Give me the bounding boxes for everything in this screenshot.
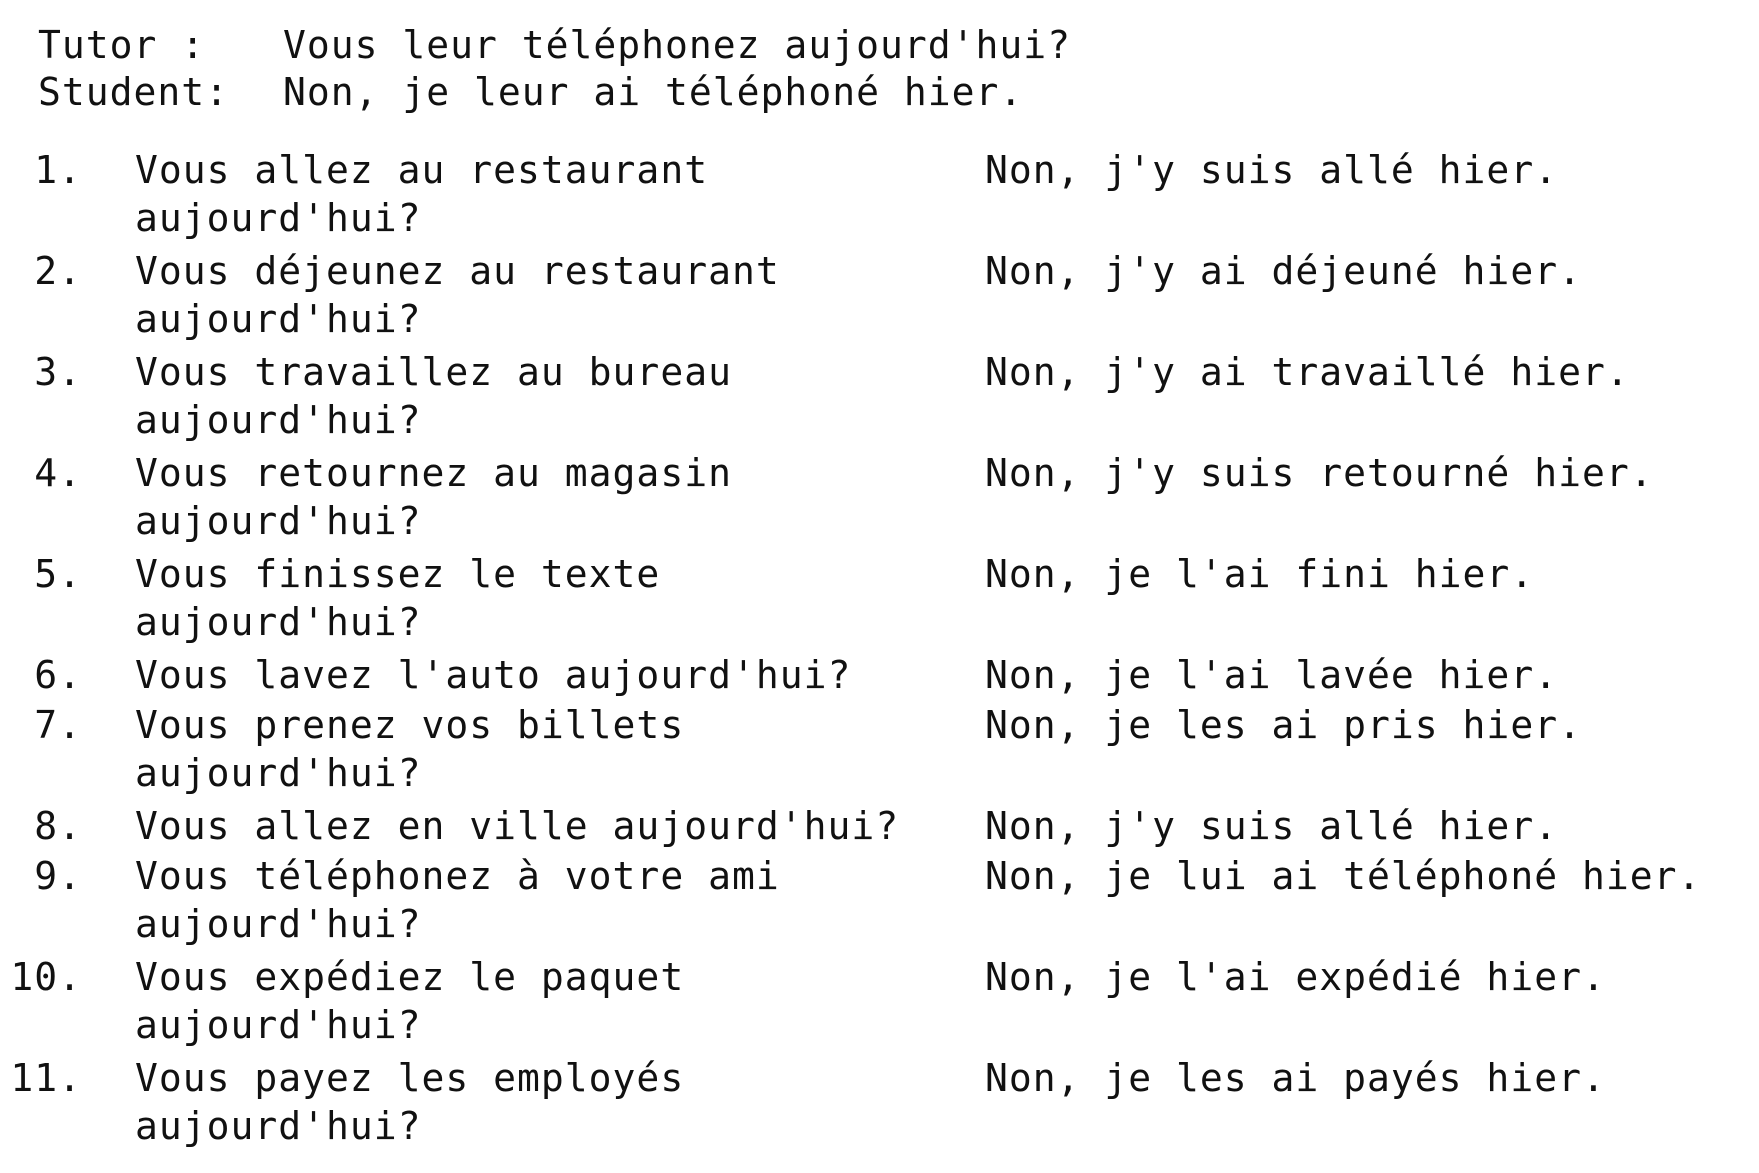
drill-number: 5.: [34, 552, 82, 596]
prompt-line: Vous travaillez au bureau: [135, 350, 732, 394]
drill-item: [0, 701, 1759, 802]
drill-item: [0, 1054, 1759, 1155]
drill-response: Non, je les ai pris hier.: [985, 703, 1582, 747]
drill-prompt: [135, 802, 955, 850]
prompt-line: aujourd'hui?: [135, 398, 422, 442]
student-label: Student:: [38, 70, 230, 114]
drill-prompt: [135, 247, 955, 343]
drill-number: 6.: [34, 653, 82, 697]
drill-number: 1.: [34, 148, 82, 192]
drill-number: 7.: [34, 703, 82, 747]
drill-number: 11.: [10, 1056, 82, 1100]
drill-item: [0, 852, 1759, 953]
drill-response: Non, je les ai payés hier.: [985, 1056, 1606, 1100]
drill-list: [0, 146, 1759, 1155]
prompt-line: Vous téléphonez à votre ami: [135, 854, 780, 898]
prompt-line: aujourd'hui?: [135, 1003, 422, 1047]
drill-response: Non, j'y ai déjeuné hier.: [985, 249, 1582, 293]
drill-response: Non, j'y ai travaillé hier.: [985, 350, 1630, 394]
drill-prompt: [135, 449, 955, 545]
drill-number: 3.: [34, 350, 82, 394]
tutor-label: Tutor :: [38, 23, 206, 67]
drill-response: Non, je l'ai lavée hier.: [985, 653, 1559, 697]
student-line: [38, 69, 1071, 116]
drill-prompt: [135, 1054, 955, 1150]
example-dialogue: [38, 22, 1071, 116]
prompt-line: Vous expédiez le paquet: [135, 955, 685, 999]
prompt-line: Vous retournez au magasin: [135, 451, 732, 495]
drill-prompt: [135, 651, 955, 699]
drill-response: Non, j'y suis allé hier.: [985, 148, 1559, 192]
prompt-line: aujourd'hui?: [135, 600, 422, 644]
tutor-text: Vous leur téléphonez aujourd'hui?: [283, 23, 1071, 67]
prompt-line: Vous déjeunez au restaurant: [135, 249, 780, 293]
drill-number: 4.: [34, 451, 82, 495]
prompt-line: Vous allez en ville aujourd'hui?: [135, 804, 900, 848]
drill-prompt: [135, 550, 955, 646]
drill-response: Non, je l'ai fini hier.: [985, 552, 1535, 596]
prompt-line: aujourd'hui?: [135, 499, 422, 543]
prompt-line: Vous finissez le texte: [135, 552, 661, 596]
prompt-line: Vous payez les employés: [135, 1056, 685, 1100]
drill-response: Non, je lui ai téléphoné hier.: [985, 854, 1702, 898]
drill-item: [0, 449, 1759, 550]
prompt-line: Vous allez au restaurant: [135, 148, 709, 192]
prompt-line: Vous lavez l'auto aujourd'hui?: [135, 653, 852, 697]
prompt-line: Vous prenez vos billets: [135, 703, 685, 747]
drill-item: [0, 550, 1759, 651]
drill-response: Non, je l'ai expédié hier.: [985, 955, 1606, 999]
drill-prompt: [135, 852, 955, 948]
drill-prompt: [135, 701, 955, 797]
drill-item: [0, 247, 1759, 348]
drill-number: 8.: [34, 804, 82, 848]
drill-number: 10.: [10, 955, 82, 999]
drill-prompt: [135, 348, 955, 444]
prompt-line: aujourd'hui?: [135, 1104, 422, 1148]
drill-prompt: [135, 953, 955, 1049]
drill-item: [0, 146, 1759, 247]
prompt-line: aujourd'hui?: [135, 751, 422, 795]
drill-response: Non, j'y suis retourné hier.: [985, 451, 1654, 495]
prompt-line: aujourd'hui?: [135, 902, 422, 946]
drill-number: 2.: [34, 249, 82, 293]
drill-response: Non, j'y suis allé hier.: [985, 804, 1559, 848]
drill-item: [0, 348, 1759, 449]
drill-item: [0, 651, 1759, 701]
student-text: Non, je leur ai téléphoné hier.: [283, 70, 1024, 114]
drill-item: [0, 802, 1759, 852]
drill-item: [0, 953, 1759, 1054]
drill-prompt: [135, 146, 955, 242]
prompt-line: aujourd'hui?: [135, 196, 422, 240]
drill-number: 9.: [34, 854, 82, 898]
tutor-line: [38, 22, 1071, 69]
prompt-line: aujourd'hui?: [135, 297, 422, 341]
